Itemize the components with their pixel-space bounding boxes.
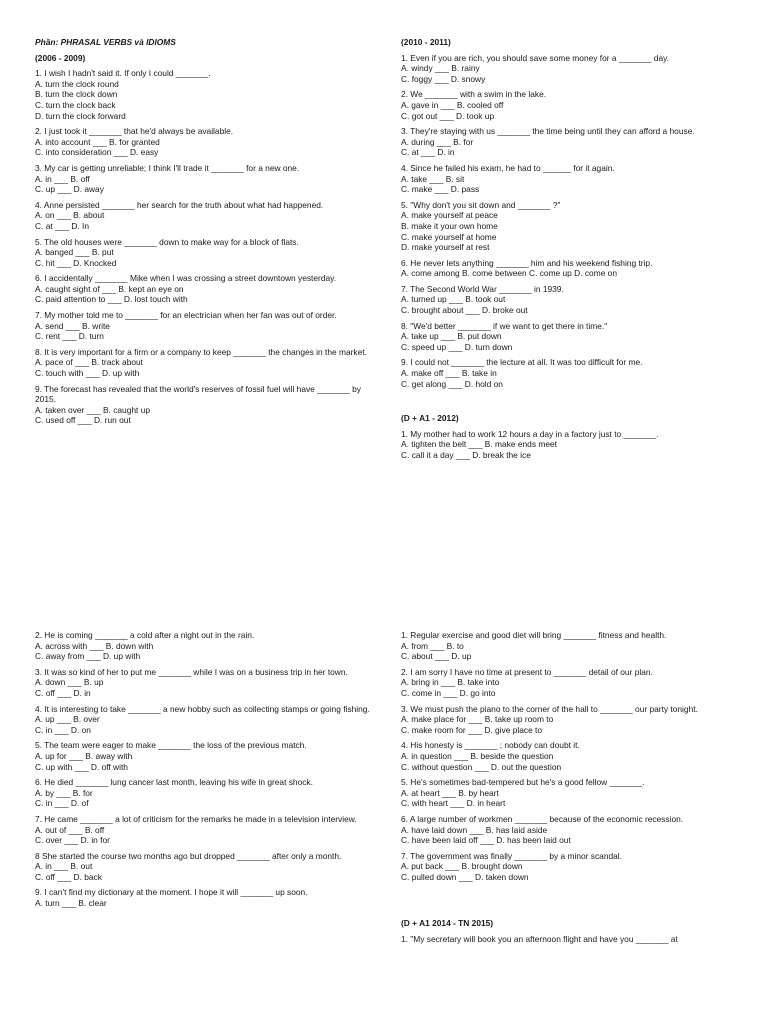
question-item: [35, 887, 373, 908]
answer-options: A. into account ___ B. for granted: [35, 136, 160, 147]
question-text: 3. My car is getting unreliable; I think I'll trade it _______ for a new one.: [35, 162, 300, 173]
answer-options: C. brought about ___ D. broke out: [401, 305, 528, 316]
question-item: [401, 667, 739, 699]
answer-options: A. on ___ B. about: [35, 210, 105, 221]
question-item: [401, 777, 739, 809]
question-text: 8. It is very important for a firm or a company to keep _______ the changes in the market.: [35, 346, 367, 357]
answer-options: C. without question ___ D. out the question: [401, 761, 562, 772]
question-item: [401, 321, 739, 353]
question-text: 4. Since he failed his exam, he had to ______ for it again.: [401, 162, 615, 173]
question-item: [35, 630, 373, 662]
question-text: 7. The government was finally _______ by a minor scandal.: [401, 850, 622, 861]
answer-options: C. have been laid off ___ D. has been laid out: [401, 835, 571, 846]
answer-options: C. up ___ D. away: [35, 184, 104, 195]
question-item: [401, 704, 739, 736]
question-item: [401, 258, 739, 279]
question-text: 7. My mother told me to _______ for an electrician when her fan was out of order.: [35, 310, 337, 321]
answer-options: C. foggy ___ D. snowy: [401, 73, 486, 84]
answer-options: A. send ___ B. write: [35, 320, 110, 331]
answer-options: C. used off ___ D. run out: [35, 415, 131, 426]
answer-options: A. tighten the belt ___ B. make ends meet: [401, 439, 557, 450]
question-item: [35, 273, 373, 305]
question-item: [401, 89, 739, 121]
answer-options: A. across with ___ B. down with: [35, 640, 154, 651]
answer-options: A. turn the clock round: [35, 78, 119, 89]
answer-options: A. make yourself at peace: [401, 210, 498, 221]
question-text: 5. "Why don't you sit down and _______ ?": [401, 199, 561, 210]
question-item: [401, 814, 739, 846]
question-text: 4. His honesty is _______ ; nobody can doubt it.: [401, 740, 580, 751]
answer-options: C. touch with ___ D. up with: [35, 368, 140, 379]
question-text: 2. I just took it _______ that he'd always be available.: [35, 126, 234, 137]
question-item: [35, 851, 373, 883]
page1-right-column: [401, 37, 739, 466]
answer-options: A. windy ___ B. rainy: [401, 63, 480, 74]
answer-options: B. make it your own home: [401, 220, 498, 231]
question-text: 1. My mother had to work 12 hours a day in a factory just to _______.: [401, 428, 659, 439]
answer-options: A. out of ___ B. off: [35, 824, 105, 835]
question-text: 9. I can't find my dictionary at the moment. I hope it will _______ up soon.: [35, 887, 308, 898]
question-text: 3. They're staying with us _______ the time being until they can afford a house.: [401, 126, 695, 137]
answer-options: C. up with ___ D. off with: [35, 761, 128, 772]
page2-left-column: [35, 630, 373, 914]
answer-options: C. over ___ D. in for: [35, 835, 110, 846]
question-item: [35, 704, 373, 736]
answer-options: C. off ___ D. back: [35, 871, 102, 882]
answer-options: A. up for ___ B. away with: [35, 750, 133, 761]
answer-options: C. make room for ___ D. give place to: [401, 724, 543, 735]
question-text: 8 She started the course two months ago but dropped _______ after only a month.: [35, 850, 342, 861]
question-item: [401, 163, 739, 195]
question-item: [35, 384, 373, 426]
answer-options: A. take ___ B. sit: [401, 173, 465, 184]
answer-options: C. rent ___ D. turn: [35, 331, 104, 342]
question-text: 1. Regular exercise and good diet will bring _______ fitness and health.: [401, 630, 667, 640]
question-item: [401, 53, 739, 85]
answer-options: C. at ___ D. In: [35, 220, 89, 231]
section-subtitle: (2006 - 2009): [35, 52, 86, 63]
question-text: 7. The Second World War _______ in 1939.: [401, 283, 564, 294]
question-text: 5. The old houses were _______ down to make way for a block of flats.: [35, 236, 299, 247]
question-text: 6. He never lets anything _______ him and his weekend fishing trip.: [401, 257, 653, 268]
answer-options: C. in ___ D. of: [35, 798, 89, 809]
question-list-2: [401, 934, 739, 945]
answer-options: C. paid attention to ___ D. lost touch with: [35, 294, 188, 305]
question-text: 2. I am sorry I have no time at present to _______ detail of our plan.: [401, 666, 653, 677]
question-list: [35, 68, 373, 426]
question-item: [35, 347, 373, 379]
question-item: [35, 740, 373, 772]
question-item: [401, 851, 739, 883]
answer-options: C. away from ___ D. up with: [35, 651, 141, 662]
answer-options: C. off ___ D. in: [35, 687, 91, 698]
answer-options: A. have laid down ___ B. has laid aside: [401, 824, 548, 835]
answer-options: C. make yourself at home: [401, 231, 497, 242]
answer-options: C. get along ___ D. hold on: [401, 378, 503, 389]
question-list-2: [401, 429, 739, 461]
answer-options: C. into consideration ___ D. easy: [35, 147, 159, 158]
answer-options: C. got out ___ D. took up: [401, 110, 495, 121]
answer-options: A. turn ___ B. clear: [35, 898, 107, 909]
question-item: [401, 740, 739, 772]
question-item: [35, 777, 373, 809]
question-text: 9. I could not _______ the lecture at all. It was too difficult for me.: [401, 357, 643, 368]
question-list: [35, 630, 373, 909]
page2-right-column: [401, 630, 739, 950]
answer-options: A. put back ___ B. brought down: [401, 861, 523, 872]
question-text: 2. We _______ with a swim in the lake.: [401, 89, 547, 100]
answer-options: A. bring in ___ B. take into: [401, 677, 500, 688]
question-item: [401, 126, 739, 158]
answer-options: C. about ___ D. up: [401, 651, 472, 662]
answer-options: A. pace of ___ B. track about: [35, 357, 144, 368]
answer-options: A. taken over ___ B. caught up: [35, 404, 151, 415]
question-text: 4. Anne persisted _______ her search for the truth about what had happened.: [35, 199, 324, 210]
question-text: 1. Even if you are rich, you should save some money for a _______ day.: [401, 52, 669, 63]
question-text: 4. It is interesting to take _______ a new hobby such as collecting stamps or going fishing.: [35, 703, 370, 714]
answer-options: A. make place for ___ B. take up room to: [401, 714, 554, 725]
page1-left-column: [35, 37, 373, 431]
answer-options: A. come among B. come between C. come up D. come on: [401, 268, 617, 279]
answer-options: A. banged ___ B. put: [35, 247, 114, 258]
answer-options: C. turn the clock back: [35, 99, 116, 110]
section-subtitle: (2010 - 2011): [401, 37, 451, 47]
question-text: 3. It was so kind of her to put me _______ while I was on a business trip in her town.: [35, 666, 348, 677]
question-item: [35, 814, 373, 846]
section-title: Phần: PHRASAL VERBS và IDIOMS: [35, 37, 176, 47]
question-text: 7. He came _______ a lot of criticism for the remarks he made in a television interview.: [35, 813, 357, 824]
question-list: [401, 53, 739, 390]
answer-options: C. speed up ___ D. turn down: [401, 341, 513, 352]
question-item: [35, 667, 373, 699]
answer-options: C. pulled down ___ D. taken down: [401, 871, 529, 882]
section-subtitle-2: (D + A1 2014 - TN 2015): [401, 918, 494, 929]
answer-options: A. by ___ B. for: [35, 787, 93, 798]
question-text: 5. The team were eager to make _______ the loss of the previous match.: [35, 740, 307, 751]
answer-options: C. hit ___ D. Knocked: [35, 257, 117, 268]
question-item: [401, 284, 739, 316]
answer-options: C. come in ___ D. go into: [401, 687, 496, 698]
answer-options: A. from ___ B. to: [401, 640, 464, 651]
answer-options: A. in question ___ B. beside the question: [401, 750, 554, 761]
question-item: [401, 357, 739, 389]
answer-options: A. down ___ B. up: [35, 677, 104, 688]
question-item: [35, 126, 373, 158]
answer-options: B. turn the clock down: [35, 89, 118, 100]
answer-options: A. in ___ B. off: [35, 173, 90, 184]
question-item: [35, 163, 373, 195]
answer-options: A. up ___ B. over: [35, 714, 100, 725]
answer-options: A. turned up ___ B. took out: [401, 294, 506, 305]
section-subtitle-2: (D + A1 - 2012): [401, 413, 459, 424]
question-text: 2. He is coming _______ a cold after a night out in the rain.: [35, 630, 255, 640]
question-item: [401, 630, 739, 662]
question-text: 1. "My secretary will book you an afternoon flight and have you _______ at: [401, 934, 678, 945]
question-item: [35, 310, 373, 342]
answer-options: A. at heart ___ B. by heart: [401, 787, 499, 798]
answer-options: C. in ___ D. on: [35, 724, 91, 735]
question-text: 6. A large number of workmen _______ because of the economic recession.: [401, 813, 684, 824]
question-text: 5. He's sometimes bad-tempered but he's a good fellow _______.: [401, 777, 645, 788]
question-item: [401, 429, 739, 461]
question-item: [35, 68, 373, 121]
question-item: [35, 237, 373, 269]
answer-options: C. call it a day ___ D. break the ice: [401, 450, 531, 460]
question-item: [401, 200, 739, 253]
question-item: [35, 200, 373, 232]
answer-options: A. gave in ___ B. cooled off: [401, 99, 504, 110]
question-text: 9. The forecast has revealed that the world's reserves of fossil fuel will have _______ by 2015.: [35, 383, 361, 405]
answer-options: D. turn the clock forward: [35, 110, 126, 121]
question-text: 6. He died _______ lung cancer last month, leaving his wife in great shock.: [35, 777, 313, 788]
question-text: 1. I wish I hadn't said it. If only I could _______.: [35, 68, 211, 79]
answer-options: C. with heart ___ D. in heart: [401, 798, 506, 809]
answer-options: D. make yourself at rest: [401, 242, 490, 253]
question-text: 6. I accidentally _______ Mike when I was crossing a street downtown yesterday.: [35, 273, 337, 284]
answer-options: A. take up ___ B. put down: [401, 331, 502, 342]
answer-options: C. at ___ D. in: [401, 147, 455, 158]
answer-options: A. make off ___ B. take in: [401, 368, 497, 379]
question-item: [401, 934, 739, 945]
question-text: 8. "We'd better _______ if we want to get there in time.": [401, 320, 608, 331]
answer-options: A. during ___ B. for: [401, 136, 474, 147]
answer-options: A. caught sight of ___ B. kept an eye on: [35, 283, 184, 294]
question-list: [401, 630, 739, 882]
answer-options: C. make ___ D. pass: [401, 184, 480, 195]
answer-options: A. in ___ B. out: [35, 861, 93, 872]
question-text: 3. We must push the piano to the corner of the hall to _______ our party tonight.: [401, 703, 698, 714]
